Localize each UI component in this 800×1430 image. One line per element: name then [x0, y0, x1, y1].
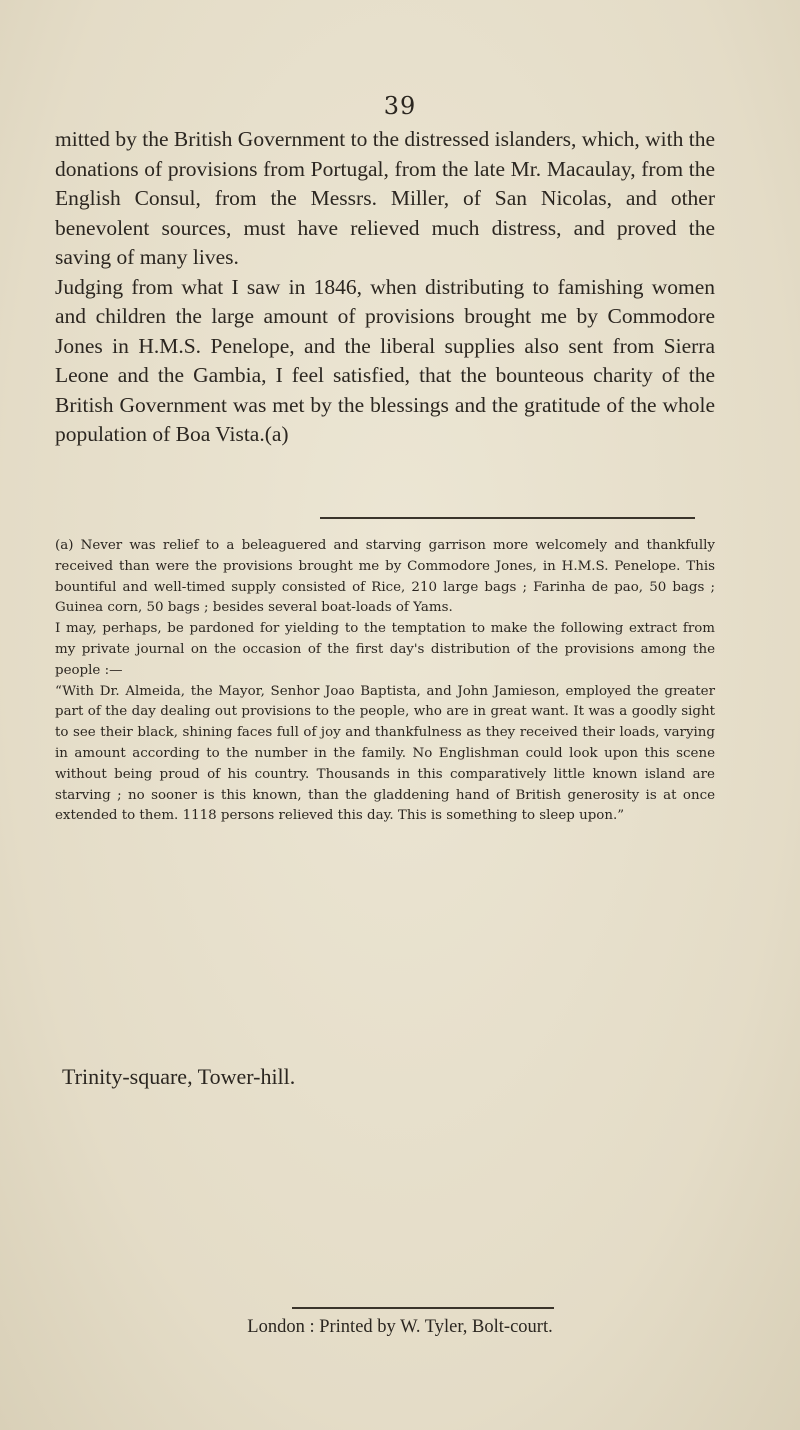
- footnote-divider: [320, 517, 695, 519]
- printer-imprint: London : Printed by W. Tyler, Bolt-court.: [247, 1317, 553, 1337]
- page-number: 39: [383, 92, 417, 120]
- main-paragraph-1: mitted by the British Government to the distressed islanders, which, with the donations of provisions from Portugal, from the late Mr. Macaulay, from the English Consul, from the Messrs. Miller, of San Nicolas, and other benevolent sources, must have relieved much distress, and proved the saving of many lives.: [55, 127, 715, 269]
- footnote-paragraph-3: “With Dr. Almeida, the Mayor, Senhor Joao Baptista, and John Jamieson, employed the greater part of the day dealing out provisions to the people, who are in great want. It was a goodly sight to see their black, shining faces full of joy and thankfulness as they received their loads, varying in amount according to the number in the family. No Englishman could look upon this scene without being proud of his country. Thousands in this comparatively little known island are starving ; no sooner is this known, than the gladdening hand of British generosity is at once extended to them. 1118 persons relieved this day. This is something to sleep upon.”: [55, 683, 715, 824]
- main-text: [55, 125, 715, 450]
- main-paragraph-2: Judging from what I saw in 1846, when distributing to famishing women and children the large amount of provisions brought me by Commodore Jones in H.M.S. Penelope, and the liberal supplies also sent from Sierra Leone and the Gambia, I feel satisfied, that the bounteous charity of the British Government was met by the blessings and the gratitude of the whole population of Boa Vista.(a): [55, 274, 715, 446]
- signoff-address: Trinity-square, Tower-hill.: [62, 1064, 296, 1089]
- footnote-block: [55, 536, 715, 827]
- imprint-divider: [292, 1307, 554, 1309]
- footnote-paragraph-2: I may, perhaps, be pardoned for yielding to the temptation to make the following extract from my private journal on the occasion of the first day's distribution of the provisions among the people :—: [55, 621, 715, 678]
- footnote-paragraph-1: (a) Never was relief to a beleaguered and starving garrison more welcomely and thankfully received than were the provisions brought me by Commodore Jones, in H.M.S. Penelope. This bountiful and well-timed supply consisted of Rice, 210 large bags ; Farinha de pao, 50 bags ; Guinea corn, 50 bags ; besides several boat-loads of Yams.: [55, 538, 715, 616]
